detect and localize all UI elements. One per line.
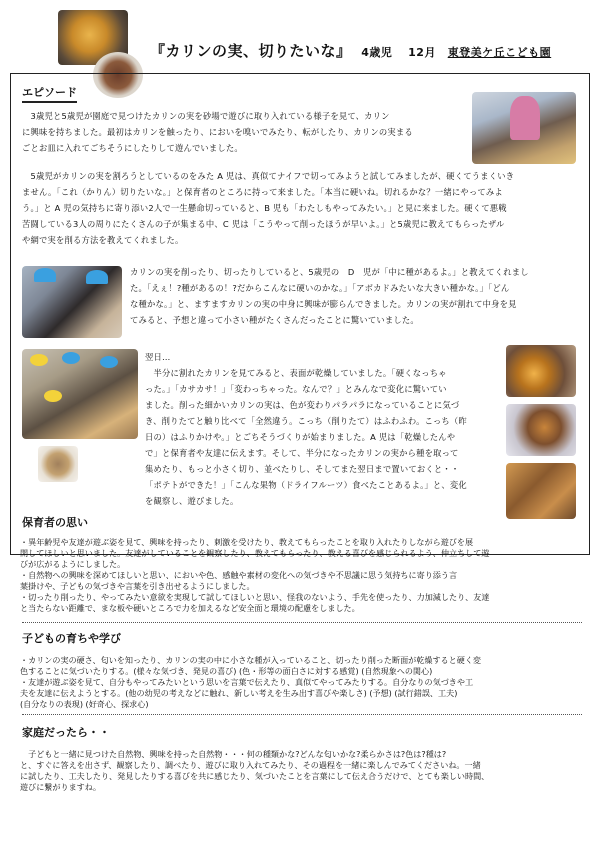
next-day-heading: 翌日… (145, 352, 171, 362)
episode-paragraph-3: カリンの実を削ったり、切ったりしていると、5歳児の D 児が「中に種があるよ。」と教えてくれまし た。「えぇ！?種があるの！?だからこんなに硬いのかな。」「アボカドみたいな大きい種かな。」「どん な種かな。」と、ますますカリンの実の中身に興味が膨らんできました。カリンの実が割れて中身を見 てみると、予想と違って小さい種がたくさんだったことに驚いていました。 (130, 267, 529, 325)
child-figure-shape (510, 96, 540, 140)
growth-text: ・カリンの実の硬さ、匂いを知ったり、カリンの実の中に小さな種が入っていること、切ったり削った断面が乾燥すると硬く変 色することに気づいたりする。(様々な気づき、発見の喜び) (色・形等の面白さに対する感覚) (自然現象への関心) ・友達が遊ぶ姿を見て、自分もやってみたいという思いを言葉で伝えたり、真似てやってみたりする。自分なりの気づきや工 夫を友達に伝えようとする。(他の幼児の考えなどに触れ、新しい考えを生み出す喜びや楽しさ) (予想) (試行錯誤、工夫) (自分なりの表現) (好奇心、探求心) (20, 655, 482, 709)
home-heading: 家庭だったら・・ (22, 726, 110, 739)
episode-paragraph-2: 5歳児がカリンの実を割ろうとしているのをみた A 児は、真似てナイフで切ってみようと試してみましたが、硬くてうまくいき ません。「これ（かりん）切りたいな。」と保育者のところに持って来ました。「本当に硬いね。切れるかな？一緒にやってみよ う。」と A 児の気持ちに寄り添い2人で一生懸命切っていると、B 児も「わたしもやってみたい。」と見に来ました。硬くて悪戦 苦闘している3人の周りにたくさんの子が集まる中、C 児は「こうやって削ったほうが早いよ。」と5歳児に教えてもらったザル や網で実を削る方法を教えてくれました。 (22, 171, 515, 245)
teacher-text: ・異年齢児や友達が遊ぶ姿を見て、興味を持ったり、刺激を受けたり、教えてもらったことを取り入れたりしながら遊びを展 開してほしいと思いました。友達がしていることを観察したり、教えてもらったり、教える喜びを感じられるよう、仲立ちして遊 びが広がるようにしました。 ・自然物への興味を深めてほしいと思い、においや色、感触や素材の変化への気づきや不思議に思う気持ちに寄り添う言 葉掛けや、子どもの気づきや言葉を引き出せるようにしました。 ・切ったり削ったり、やってみたい意欲を実現して試してほしいと思い、怪我のないよう、手先を使ったり、力加減したり、友達 と当たらない距離で、まな板や硬いところで力を加えるなど安全面と環境の配慮をしました。 (20, 537, 490, 613)
group-hat-3 (100, 356, 118, 368)
child-hat-shape-2 (86, 270, 108, 284)
episode-paragraph-1: 3歳児と5歳児が園庭で見つけたカリンの実を砂場で遊びに取り入れている様子を見て、カリン に興味を持ちました。最初はカリンを触ったり、においを嗅いでみたり、転がしたり、カリンの実まる ごとお皿に入れてごちそうにしたりして遊んでいました。 (22, 111, 413, 153)
episode-heading: エピソード (22, 84, 77, 103)
divider-1 (22, 622, 582, 623)
teacher-heading: 保育者の思い (22, 516, 88, 529)
child-hat-shape (34, 268, 56, 282)
episode-paragraph-4: 半分に割れたカリンを見てみると、表面が乾燥していました。「硬くなっちゃ った。」「カサカサ！」「変わっちゃった。なんで？」とみんなで変化に驚いてい ました。削った細かいカリンの実は、色が変わりパラパラになっていることに気づ き、削りたてと触り比べて「全然違う。こっち（削りたて）はふわふわ。こっち（昨 日の）はふりかけや。」とごちそうづくりが始まりました。A 児は「乾燥したんや で」と保育者や友達に伝えます。そして、半分になったカリンの実から種を取って 集めたり、もっと小さく切り、並べたりし、そしてまた翌日まで置いておくと・・ 「ポテトができた！」「こんな果物（ドライフルーツ）食べたことあるよ。」と、変化 を観察し、遊びました。 (145, 368, 467, 506)
school-name: 東登美ケ丘こども園 (447, 46, 552, 59)
group-hat-1 (30, 354, 48, 366)
age-label: 4歳児 (361, 46, 393, 59)
growth-heading: 子どもの育ちや学び (22, 632, 121, 645)
divider-2 (22, 714, 582, 715)
group-hat-2 (62, 352, 80, 364)
page-title (150, 40, 551, 61)
home-text: 子どもと一緒に見つけた自然物、興味を持った自然物・・・何の種類かな?どんな匂いかな?柔らかさは?色は?種は? と、すぐに答えを出さず、観察したり、調べたり、遊びに取り入れてみたり、その過程を一緒に楽しんでみてくださいね。一緒 に試したり、工夫したり、発見したりする喜びを共に感じたり、気づいたことを言葉にして伝え合うだけで、とても楽しい時間、 遊びに繋がりますね。 (20, 749, 490, 792)
title-text: 『カリンの実、切りたいな』 (150, 42, 352, 60)
seed-removal-photo (506, 404, 576, 456)
dried-pieces-photo (506, 463, 576, 519)
halved-quince-photo (506, 345, 576, 397)
group-hat-4 (44, 390, 62, 402)
month-label: 12月 (408, 46, 436, 59)
dried-quince-plate-photo (38, 446, 78, 482)
